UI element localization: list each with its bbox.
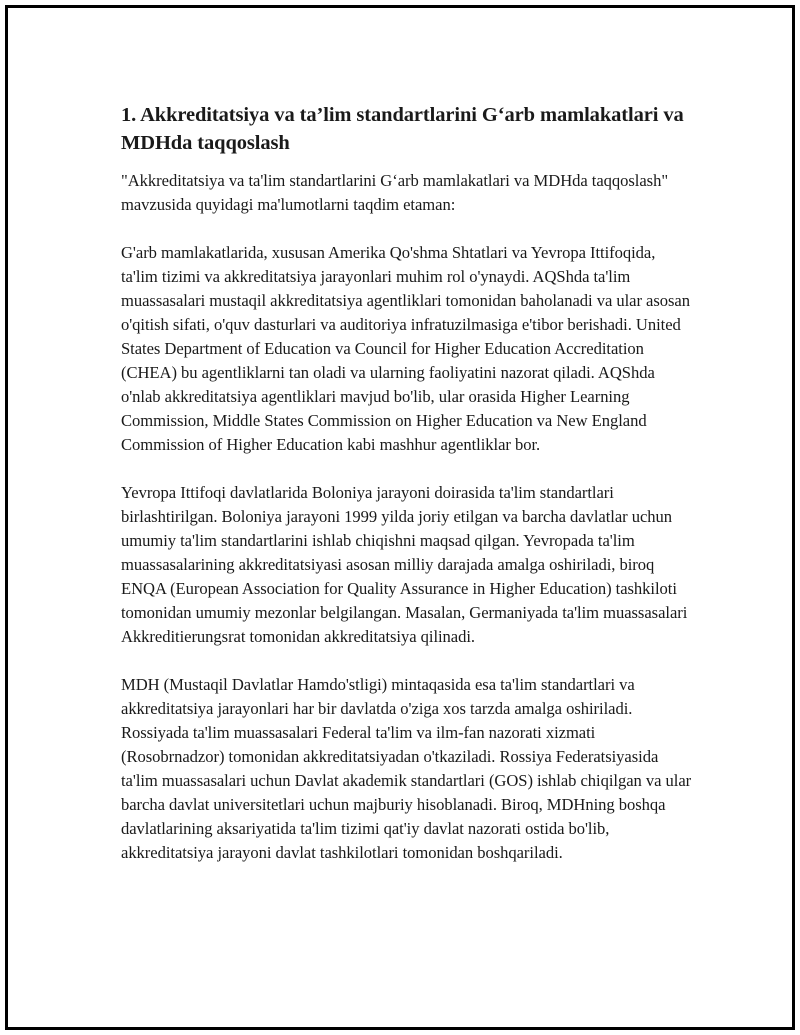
page-frame (5, 5, 795, 1030)
document-title: 1. Akkreditatsiya va ta’lim standartlarini G‘arb mamlakatlari va MDHda taqqoslash (121, 104, 684, 154)
european-union-paragraph: Yevropa Ittifoqi davlatlarida Boloniya jarayoni doirasida ta'lim standartlari birlashtirilgan. Boloniya jarayoni 1999 yilda joriy etilgan va barcha davlatlar uchun umumiy ta'lim standartlarini ishlab chiqishni maqsad qilgan. Yevropada ta'lim muassasalarining akkreditatsiyasi asosan milliy darajada amalga oshiriladi, biroq ENQA (European Association for Quality Assurance in Higher Education) tashkiloti tomonidan umumiy mezonlar belgilangan. Masalan, Germaniyada ta'lim muassasalari Akkreditierungsrat tomonidan akkreditatsiya qilinadi. (121, 483, 688, 646)
western-countries-paragraph: G'arb mamlakatlarida, xususan Amerika Qo'shma Shtatlari va Yevropa Ittifoqida, ta'lim tizimi va akkreditatsiya jarayonlari muhim rol o'ynaydi. AQShda ta'lim muassasalari mustaqil akkreditatsiya agentliklari tomonidan baholanadi va ular asosan o'qitish sifati, o'quv dasturlari va auditoriya infratuzilmasiga e'tibor berishadi. United States Department of Education va Council for Higher Education Accreditation (CHEA) bu agentliklarni tan oladi va ularning faoliyatini nazorat qiladi. AQShda o'nlab akkreditatsiya agentliklari mavjud bo'lib, ular orasida Higher Learning Commission, Middle States Commission on Higher Education va New England Commission of Higher Education kabi mashhur agentliklar bor. (121, 243, 690, 454)
document-body (121, 101, 696, 889)
cis-region-paragraph: MDH (Mustaqil Davlatlar Hamdo'stligi) mintaqasida esa ta'lim standartlari va akkreditatsiya jarayonlari har bir davlatda o'ziga xos tarzda amalga oshiriladi. Rossiyada ta'lim muassasalari Federal ta'lim va ilm-fan nazorati xizmati (Rosobrnadzor) tomonidan akkreditatsiyadan o'tkaziladi. Rossiya Federatsiyasida ta'lim muassasalari uchun Davlat akademik standartlari (GOS) ishlab chiqilgan va ular barcha davlat universitetlari uchun majburiy hisoblanadi. Biroq, MDHning boshqa davlatlarining aksariyatida ta'lim tizimi qat'iy davlat nazorati ostida bo'lib, akkreditatsiya jarayoni davlat tashkilotlari tomonidan boshqariladi. (121, 675, 692, 862)
intro-paragraph: "Akkreditatsiya va ta'lim standartlarini G‘arb mamlakatlari va MDHda taqqoslash" mavzusida quyidagi ma'lumotlarni taqdim etaman: (121, 171, 669, 214)
